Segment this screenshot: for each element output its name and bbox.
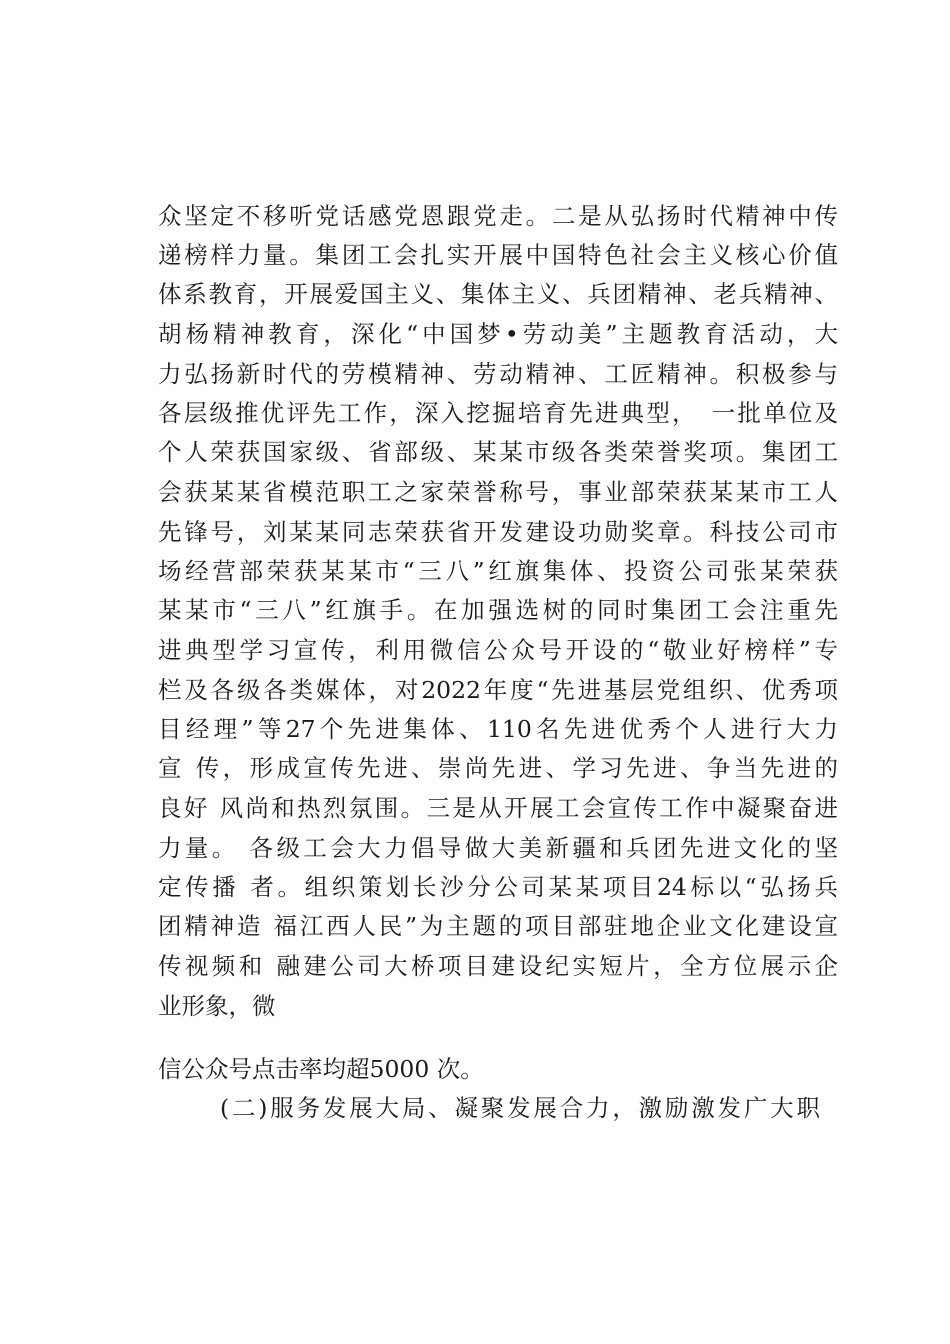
section-heading: (二)服务发展大局、凝聚发展合力，激励激发广大职 [220,1094,820,1122]
body-text-line: 某某市“三八”红旗手。在加强选树的同时集团工会注重先 [158,596,838,624]
body-text-line: 力量。 各级工会大力倡导做大美新疆和兵团先进文化的坚 [158,834,838,862]
body-text-line: 传视频和 融建公司大桥项目建设纪实短片，全方位展示企 [158,952,838,980]
body-text-line: 良好 风尚和热烈氛围。三是从开展工会宣传工作中凝聚奋进 [158,794,838,822]
body-text-line: 宣 传，形成宣传先进、崇尚先进、学习先进、争当先进的 [158,754,838,782]
body-text-line: 先锋号，刘某某同志荣获省开发建设功勋奖章。科技公司市 [158,518,838,546]
body-text-line: 定传播 者。组织策划长沙分公司某某项目24标以“弘扬兵 [158,873,838,901]
body-text-line: 会获某某省模范职工之家荣誉称号，事业部荣获某某市工人 [158,478,838,506]
body-text-line: 栏及各级各类媒体，对2022年度“先进基层党组织、优秀项 [158,676,838,704]
body-text-line: 目经理”等27个先进集体、110名先进优秀个人进行大力 [158,715,838,743]
body-text-line: 各层级推优评先工作，深入挖掘培育先进典型， 一批单位及 [158,399,838,427]
body-text-line: 场经营部荣获某某市“三八”红旗集体、投资公司张某荣获 [158,557,838,585]
body-text-line: 进典型学习宣传，利用微信公众号开设的“敬业好榜样”专 [158,636,838,664]
body-text-line: 众坚定不移听党话感党恩跟党走。二是从弘扬时代精神中传 [158,202,838,230]
body-text-line: 业形象，微 [158,992,276,1020]
body-text-line: 团精神造 福江西人民”为主题的项目部驻地企业文化建设宣 [158,912,838,940]
body-text-line: 体系教育，开展爱国主义、集体主义、兵团精神、老兵精神、 [158,280,838,308]
body-text-line: 个人荣获国家级、省部级、某某市级各类荣誉奖项。集团工 [158,438,838,466]
continuation-text: 信公众号点击率均超5000 次。 [158,1055,484,1083]
body-text-line: 递榜样力量。集团工会扎实开展中国特色社会主义核心价值 [158,241,838,269]
body-text-line: 力弘扬新时代的劳模精神、劳动精神、工匠精神。积极参与 [158,360,838,388]
body-text-line: 胡杨精神教育，深化“中国梦•劳动美”主题教育活动，大 [158,320,838,348]
